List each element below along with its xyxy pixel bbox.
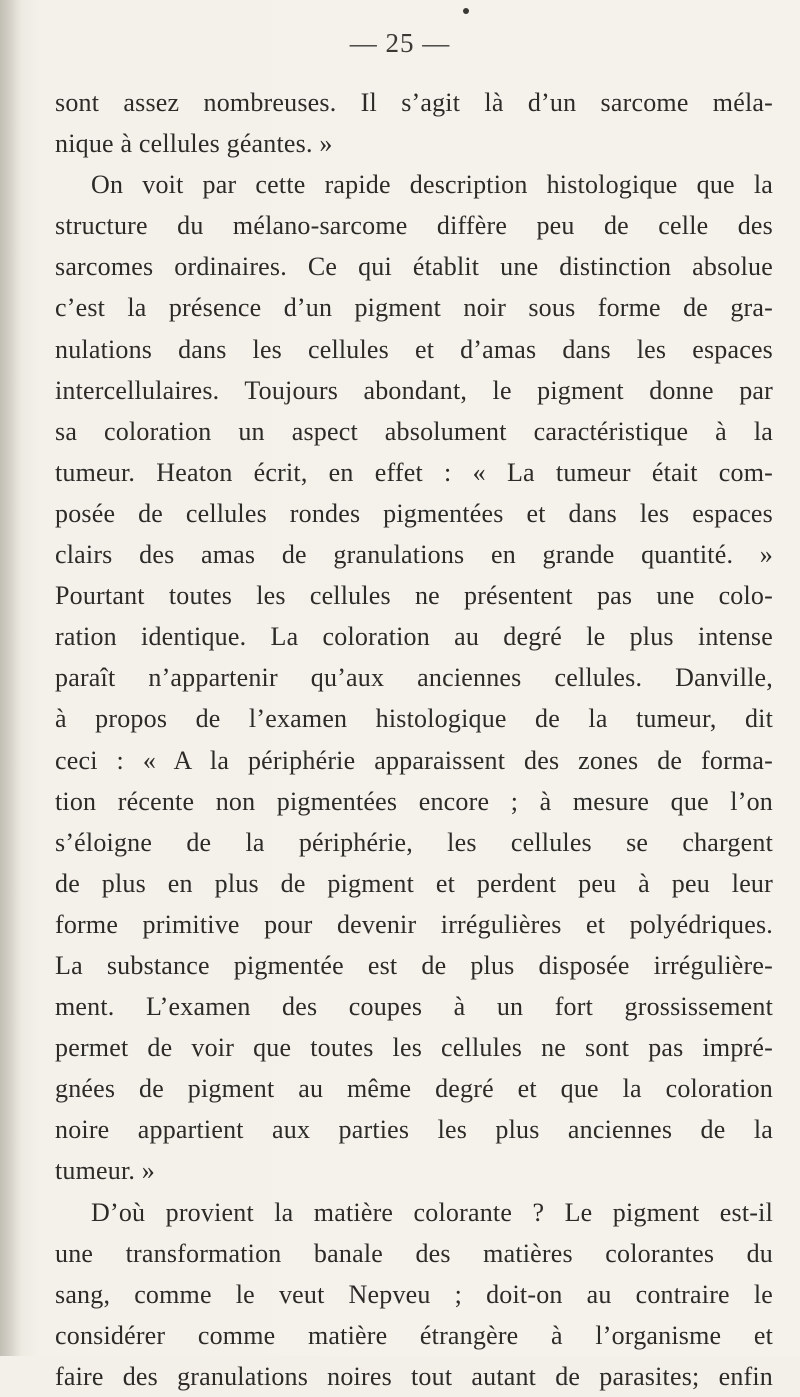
text-line: noire appartient aux parties les plus anciennes de la	[55, 1115, 773, 1145]
text-line: nulations dans les cellules et d’amas dans les espaces	[55, 334, 773, 364]
text-line: nique à cellules géantes. »	[55, 129, 333, 159]
text-line: On voit par cette rapide description histologique que la	[91, 170, 773, 200]
text-line: sa coloration un aspect absolument caractéristique à la	[55, 416, 773, 446]
text-line: considérer comme matière étrangère à l’organisme et	[55, 1320, 773, 1350]
text-line: Pourtant toutes les cellules ne présentent pas une colo-	[55, 581, 773, 611]
text-line: permet de voir que toutes les cellules ne sont pas impré-	[55, 1033, 773, 1063]
ink-mark	[463, 8, 469, 14]
binding-shadow	[0, 0, 22, 1356]
text-line: ration identique. La coloration au degré le plus intense	[55, 622, 773, 652]
text-line: sarcomes ordinaires. Ce qui établit une distinction absolue	[55, 252, 773, 282]
text-line: s’éloigne de la périphérie, les cellules se chargent	[55, 827, 773, 857]
text-line: sang, comme le veut Nepveu ; doit-on au contraire le	[55, 1279, 773, 1309]
text-line: de plus en plus de pigment et perdent peu à peu leur	[55, 868, 773, 898]
text-line: intercellulaires. Toujours abondant, le pigment donne par	[55, 375, 773, 405]
text-line: ment. L’examen des coupes à un fort grossissement	[55, 992, 773, 1022]
text-line: structure du mélano-sarcome diffère peu de celle des	[55, 211, 773, 241]
text-line: une transformation banale des matières colorantes du	[55, 1238, 773, 1268]
page-number: — 25 —	[349, 28, 451, 58]
text-line: gnées de pigment au même degré et que la coloration	[55, 1074, 773, 1104]
text-line: forme primitive pour devenir irrégulières et polyédriques.	[55, 909, 773, 939]
text-line: ceci : « A la périphérie apparaissent des zones de forma-	[55, 745, 773, 775]
text-line: La substance pigmentée est de plus disposée irrégulière-	[55, 950, 773, 980]
text-line: faire des granulations noires tout autant de parasites; enfin	[55, 1361, 773, 1391]
body-text	[55, 82, 773, 1397]
text-line: tumeur. »	[55, 1156, 156, 1186]
text-line: paraît n’appartenir qu’aux anciennes cellules. Danville,	[55, 663, 773, 693]
text-line: tumeur. Heaton écrit, en effet : « La tumeur était com-	[55, 457, 773, 487]
text-line: clairs des amas de granulations en grande quantité. »	[55, 540, 773, 570]
text-line: à propos de l’examen histologique de la tumeur, dit	[55, 704, 773, 734]
text-line: c’est la présence d’un pigment noir sous forme de gra-	[55, 293, 773, 323]
text-line: posée de cellules rondes pigmentées et dans les espaces	[55, 498, 773, 528]
text-line: tion récente non pigmentées encore ; à mesure que l’on	[55, 786, 773, 816]
text-line: sont assez nombreuses. Il s’agit là d’un sarcome méla-	[55, 88, 773, 117]
text-line: D’où provient la matière colorante ? Le pigment est-il	[91, 1197, 773, 1227]
